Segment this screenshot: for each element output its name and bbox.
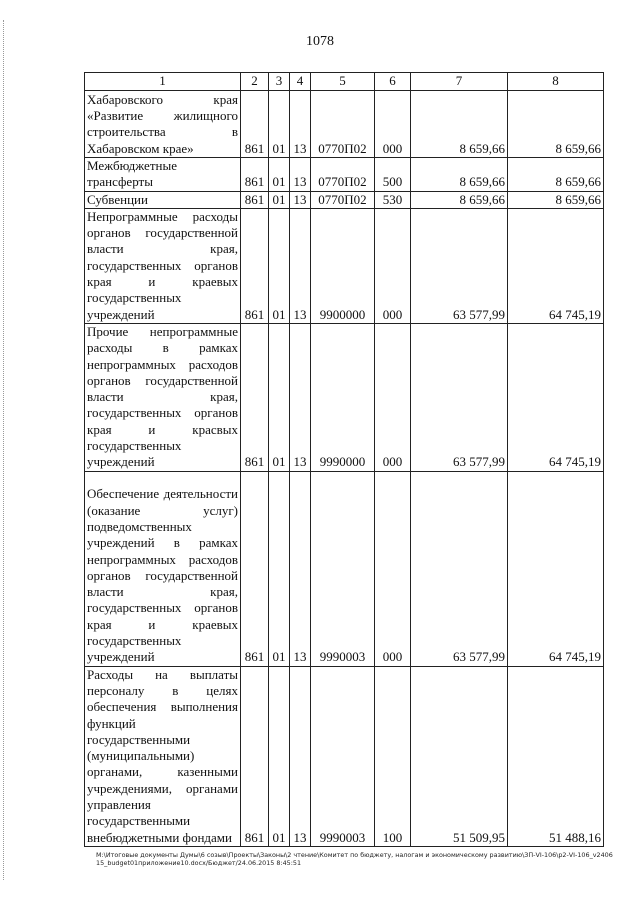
- cell-section: 01: [269, 208, 290, 323]
- row-name: Расходы на выплаты персоналу в целях обеспечения выполнения функций государственными (муниципальными) органами, казенными учреждениями, органами управления государственными внебюджетными фондами: [85, 666, 241, 846]
- cell-amount-1: 8 659,66: [411, 91, 508, 158]
- cell-subsection: 13: [290, 91, 311, 158]
- cell-amount-2: 8 659,66: [508, 91, 604, 158]
- cell-code: 861: [241, 666, 269, 846]
- column-header: 6: [375, 73, 411, 91]
- cell-target-article: 9990000: [311, 323, 375, 471]
- column-header: 4: [290, 73, 311, 91]
- column-header: 8: [508, 73, 604, 91]
- cell-subsection: 13: [290, 191, 311, 208]
- cell-amount-2: 64 745,19: [508, 208, 604, 323]
- cell-expense-type: 000: [375, 91, 411, 158]
- file-path-footer: М:\Итоговые документы Думы\6 созыв\Проекты\Законы\2 чтение\Комитет по бюджету, налогам и экономическому развитию\ЗП-VI-106\р2-VI-106_v240615_budget01приложение10.docx/Бюджет/24.06.2015 8:45:51: [96, 851, 613, 867]
- cell-code: 861: [241, 158, 269, 192]
- table-row: [85, 471, 604, 666]
- cell-code: 861: [241, 191, 269, 208]
- cell-amount-2: 51 488,16: [508, 666, 604, 846]
- cell-code: 861: [241, 471, 269, 666]
- cell-code: 861: [241, 91, 269, 158]
- cell-target-article: 9990003: [311, 471, 375, 666]
- cell-amount-2: 64 745,19: [508, 471, 604, 666]
- cell-amount-2: 64 745,19: [508, 323, 604, 471]
- margin-line: [3, 20, 5, 880]
- cell-amount-1: 63 577,99: [411, 208, 508, 323]
- cell-expense-type: 000: [375, 208, 411, 323]
- cell-section: 01: [269, 91, 290, 158]
- column-header: 5: [311, 73, 375, 91]
- table-row: [85, 666, 604, 846]
- cell-target-article: 0770П02: [311, 191, 375, 208]
- row-name: Обеспечение деятельности (оказание услуг) подведомственных учреждений в рамках непрограммных расходов органов государственной власти края, государственных органов края и краевых государственных учреждений: [85, 471, 241, 666]
- table-header-row: [85, 73, 604, 91]
- cell-expense-type: 500: [375, 158, 411, 192]
- cell-subsection: 13: [290, 471, 311, 666]
- cell-section: 01: [269, 158, 290, 192]
- cell-target-article: 0770П02: [311, 91, 375, 158]
- table-row: [85, 323, 604, 471]
- cell-subsection: 13: [290, 158, 311, 192]
- table-row: [85, 91, 604, 158]
- cell-code: 861: [241, 208, 269, 323]
- column-header: 1: [85, 73, 241, 91]
- cell-section: 01: [269, 323, 290, 471]
- column-header: 7: [411, 73, 508, 91]
- table-row: [85, 208, 604, 323]
- table-row: [85, 191, 604, 208]
- cell-expense-type: 100: [375, 666, 411, 846]
- cell-amount-2: 8 659,66: [508, 158, 604, 192]
- page-number: 1078: [306, 34, 334, 49]
- cell-expense-type: 000: [375, 323, 411, 471]
- column-header: 3: [269, 73, 290, 91]
- cell-amount-1: 8 659,66: [411, 191, 508, 208]
- cell-subsection: 13: [290, 666, 311, 846]
- cell-target-article: 9900000: [311, 208, 375, 323]
- cell-amount-1: 8 659,66: [411, 158, 508, 192]
- cell-amount-1: 51 509,95: [411, 666, 508, 846]
- budget-table: [84, 72, 604, 847]
- cell-subsection: 13: [290, 208, 311, 323]
- cell-code: 861: [241, 323, 269, 471]
- cell-subsection: 13: [290, 323, 311, 471]
- cell-target-article: 9990003: [311, 666, 375, 846]
- table-row: [85, 158, 604, 192]
- cell-section: 01: [269, 666, 290, 846]
- row-name: Непрограммные расходы органов государственной власти края, государственных органов края и краевых государственных учреждений: [85, 208, 241, 323]
- cell-amount-1: 63 577,99: [411, 323, 508, 471]
- row-name: Субвенции: [85, 191, 241, 208]
- cell-target-article: 0770П02: [311, 158, 375, 192]
- cell-expense-type: 000: [375, 471, 411, 666]
- row-name: Межбюджетные трансферты: [85, 158, 241, 192]
- row-name: Прочие непрограммные расходы в рамках непрограммных расходов органов государственной власти края, государственных органов края и красвых государственных учреждений: [85, 323, 241, 471]
- cell-expense-type: 530: [375, 191, 411, 208]
- column-header: 2: [241, 73, 269, 91]
- row-name: Хабаровского края «Развитие жилищного строительства в Хабаровском крае»: [85, 91, 241, 158]
- cell-section: 01: [269, 191, 290, 208]
- cell-amount-2: 8 659,66: [508, 191, 604, 208]
- cell-section: 01: [269, 471, 290, 666]
- cell-amount-1: 63 577,99: [411, 471, 508, 666]
